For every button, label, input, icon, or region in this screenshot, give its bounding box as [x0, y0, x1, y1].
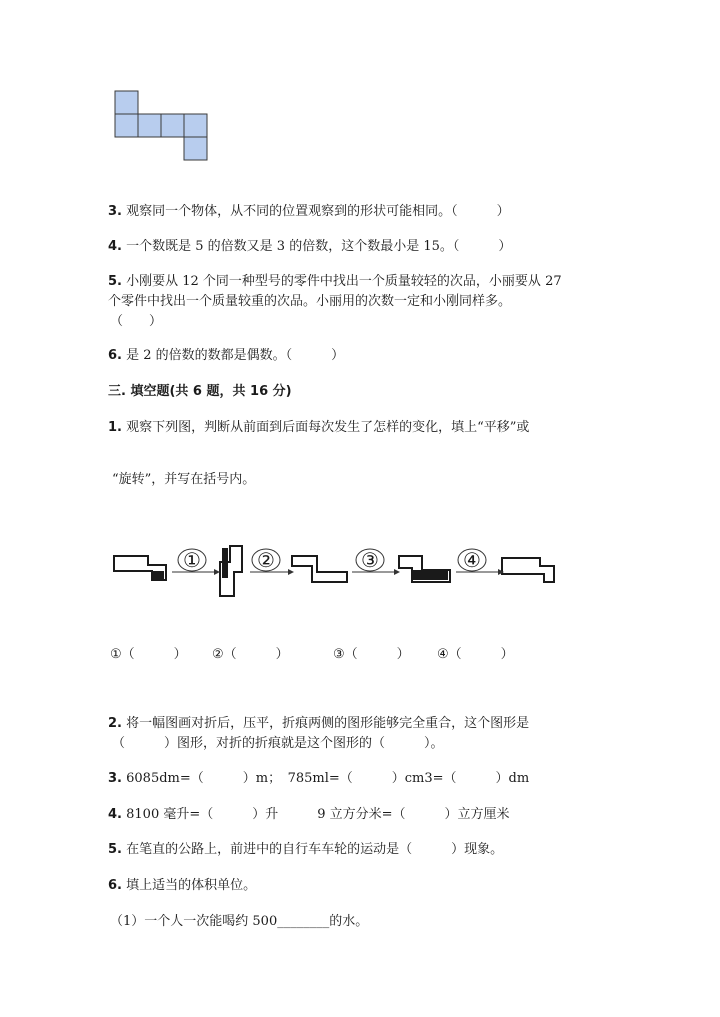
section-title: 三. 填空题(共 6 题，共 16 分)	[108, 384, 292, 399]
question-number: 5.	[108, 842, 122, 857]
question-number: 1.	[108, 420, 122, 435]
question-text: 一个数既是 5 的倍数又是 3 的倍数，这个数最小是 15。（ ）	[126, 239, 512, 254]
question-text: 观察同一个物体，从不同的位置观察到的形状可能相同。（ ）	[126, 204, 510, 219]
step-label: ①	[183, 548, 201, 572]
net-square	[184, 114, 207, 137]
question-text: 6085dm=（ ）m； 785ml=（ ）cm3=（ ）dm	[126, 771, 530, 786]
z-shape-5	[502, 558, 554, 582]
net-square	[115, 114, 138, 137]
judge-q5-line2: 个零件中找出一个质量较重的次品。小丽用的次数一定和小刚同样多。	[108, 294, 512, 309]
judge-q5	[108, 270, 562, 289]
fill-q3	[108, 767, 529, 786]
question-text: 8100 毫升=（ ）升 9 立方分米=（ ）立方厘米	[126, 807, 510, 822]
fill-q2	[108, 712, 529, 731]
fill-q5	[108, 838, 503, 857]
question-number: 3.	[108, 204, 122, 219]
question-number: 5.	[108, 274, 122, 289]
answer-blank-4[interactable]: ④（ ）	[437, 647, 514, 662]
step-label: ④	[463, 548, 481, 572]
fill-q1	[108, 416, 529, 435]
question-text-line1: 小刚要从 12 个同一种型号的零件中找出一个质量较轻的次品，小丽要从 27	[126, 274, 562, 289]
net-square	[161, 114, 184, 137]
question-text-line1: 观察下列图，判断从前面到后面每次发生了怎样的变化，填上“平移”或	[126, 420, 530, 435]
question-text-line1: 将一幅图画对折后，压平，折痕两侧的图形能够完全重合，这个图形是	[126, 716, 530, 731]
question-number: 6.	[108, 348, 122, 363]
answer-blank-3[interactable]: ③（ ）	[333, 647, 410, 662]
net-square	[138, 114, 161, 137]
question-text: 是 2 的倍数的数都是偶数。（ ）	[126, 348, 345, 363]
judge-q3	[108, 200, 510, 219]
fill-q1-line2: “旋转”，并写在括号内。	[112, 472, 256, 487]
question-number: 4.	[108, 807, 122, 822]
step-label: ②	[257, 548, 275, 572]
judge-q5-answer-bracket: （ ）	[110, 314, 163, 329]
judge-q4	[108, 235, 511, 254]
fill-q4	[108, 803, 510, 822]
question-number: 2.	[108, 716, 122, 731]
step-label: ③	[361, 548, 379, 572]
answer-blank-1[interactable]: ①（ ）	[110, 647, 187, 662]
answer-blank-2[interactable]: ②（ ）	[212, 647, 289, 662]
fill-q6-sub1: （1）一个人一次能喝约 500________的水。	[110, 914, 369, 929]
net-square	[115, 91, 138, 114]
net-square	[184, 137, 207, 160]
cube-net-figure	[114, 90, 214, 160]
question-number: 6.	[108, 878, 122, 893]
fill-q6	[108, 874, 256, 893]
question-number: 3.	[108, 771, 122, 786]
z-shape-3	[292, 556, 347, 582]
question-text: 填上适当的体积单位。	[126, 878, 257, 893]
question-number: 4.	[108, 239, 122, 254]
question-text: 在笔直的公路上，前进中的自行车车轮的运动是（ ）现象。	[126, 842, 504, 857]
fill-q2-line2: （ ）图形，对折的折痕就是这个图形的（ ）。	[112, 736, 444, 751]
judge-q6	[108, 344, 344, 363]
transformation-figure	[112, 540, 572, 610]
